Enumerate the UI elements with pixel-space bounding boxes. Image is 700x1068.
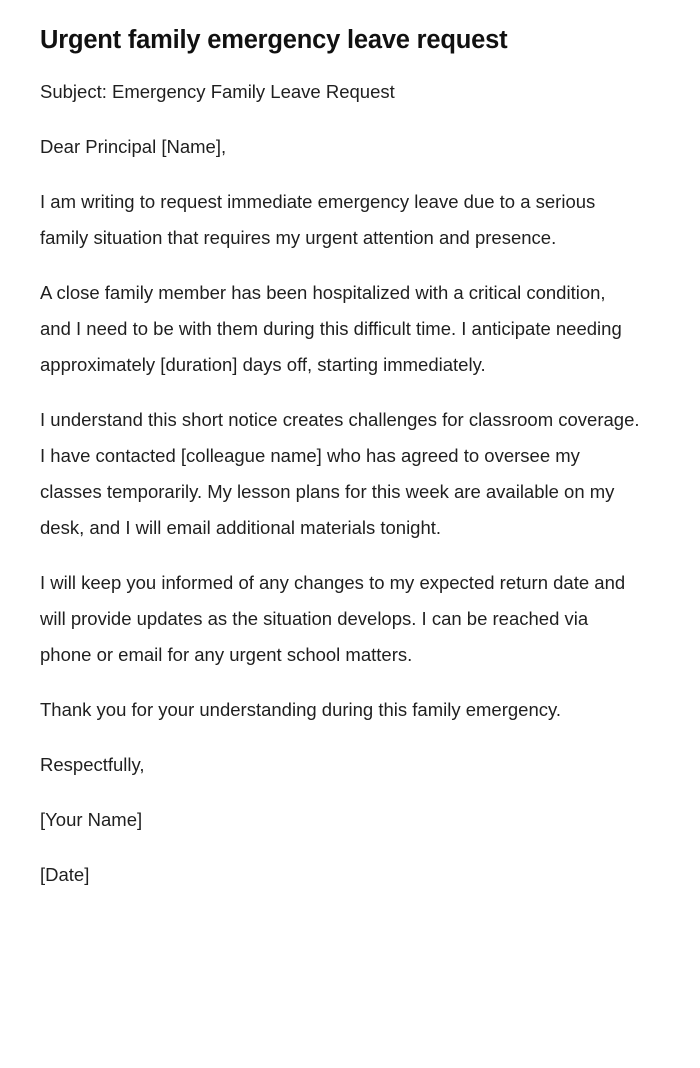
paragraph-closing: Respectfully, bbox=[40, 754, 145, 775]
document-body bbox=[40, 74, 660, 893]
paragraph-thanks: Thank you for your understanding during this family emergency. bbox=[40, 699, 562, 720]
page-title: Urgent family emergency leave request bbox=[40, 26, 508, 54]
paragraph-salutation: Dear Principal [Name], bbox=[40, 136, 227, 157]
paragraph-coverage-plan: I understand this short notice creates challenges for classroom coverage. I have contacted [colleague name] who has agreed to oversee my classes temporarily. My lesson plans for this week are available on my desk, and I will email additional materials tonight. bbox=[40, 409, 640, 538]
paragraph-signature-date: [Date] bbox=[40, 864, 90, 885]
paragraph-signature-name: [Your Name] bbox=[40, 809, 143, 830]
paragraph-communication: I will keep you informed of any changes to my expected return date and will provide updates as the situation develops. I can be reached via phone or email for any urgent school matters. bbox=[40, 572, 626, 665]
paragraph-reason-details: A close family member has been hospitalized with a critical condition, and I need to be with them during this difficult time. I anticipate needing approximately [duration] days off, starting immediately. bbox=[40, 282, 622, 375]
paragraph-subject-line: Subject: Emergency Family Leave Request bbox=[40, 81, 395, 102]
paragraph-request-intro: I am writing to request immediate emergency leave due to a serious family situation that requires my urgent attention and presence. bbox=[40, 191, 596, 248]
